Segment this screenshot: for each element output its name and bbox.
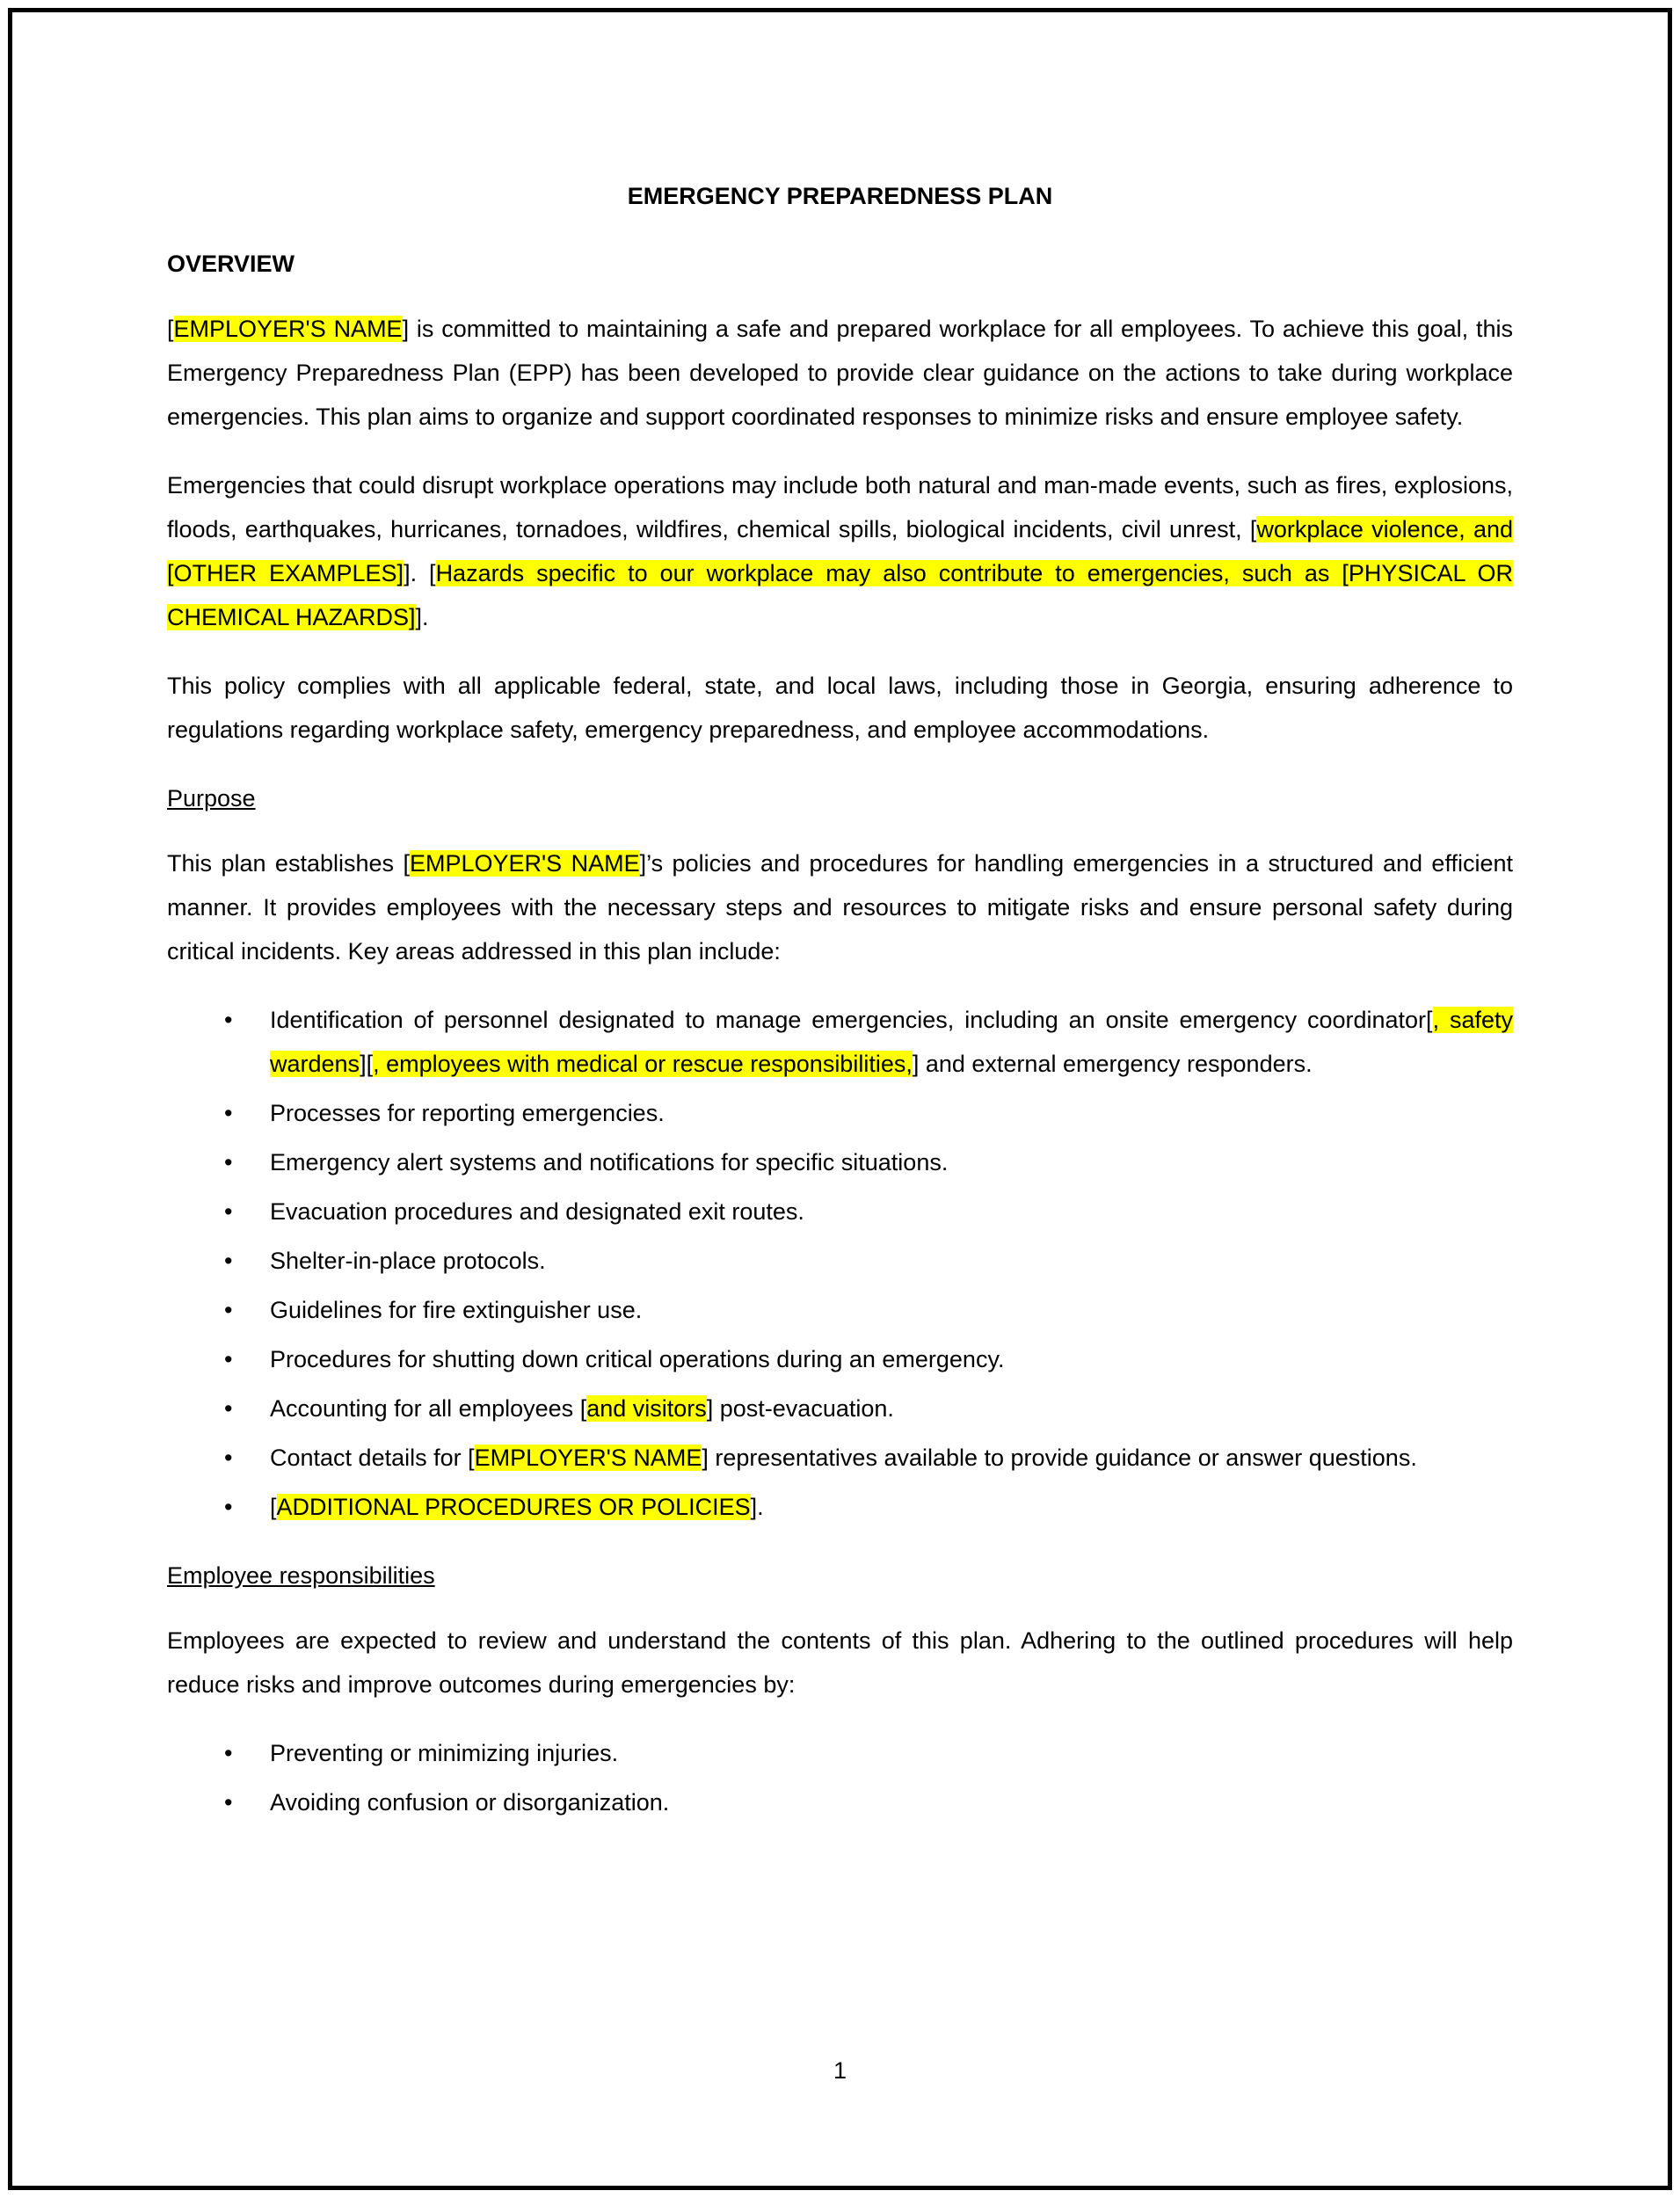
highlighted-placeholder: and visitors <box>586 1395 707 1422</box>
text-run: ]. [ <box>404 560 436 586</box>
list-item <box>270 1386 1513 1430</box>
list-item <box>270 1436 1513 1480</box>
paragraph <box>167 1619 1513 1707</box>
sub-heading <box>167 1554 1513 1598</box>
text-run: Guidelines for fire extinguisher use. <box>270 1297 643 1323</box>
text-run: Avoiding confusion or disorganization. <box>270 1789 670 1816</box>
text-run: Emergency alert systems and notifications for specific situations. <box>270 1149 949 1175</box>
paragraph <box>167 664 1513 752</box>
paragraph <box>167 463 1513 639</box>
text-run: This plan establishes [ <box>167 850 410 877</box>
highlighted-placeholder: workplace violence, and [OTHER EXAMPLES] <box>167 516 1513 586</box>
paragraph <box>167 841 1513 973</box>
document-title: EMERGENCY PREPAREDNESS PLAN <box>627 183 1053 209</box>
text-run: Procedures for shutting down critical operations during an emergency. <box>270 1346 1005 1372</box>
highlighted-placeholder: , safety wardens <box>270 1007 1513 1077</box>
text-run: [ <box>167 316 174 342</box>
list-item <box>270 1485 1513 1529</box>
section-heading <box>167 242 1513 286</box>
highlighted-placeholder: EMPLOYER'S NAME <box>409 850 640 877</box>
document-content <box>167 174 1513 1849</box>
text-run: [ <box>270 1494 277 1520</box>
text-run: Shelter-in-place protocols. <box>270 1248 546 1274</box>
sub-heading <box>167 776 1513 820</box>
paragraph <box>167 307 1513 439</box>
list-item <box>270 1190 1513 1234</box>
text-run: ] is committed to maintaining a safe and prepared workplace for all employees. To achieve this goal, this Emergency Preparedness Plan (EPP) has been developed to provide clear guidance on the actions to take during workplace emergencies. This plan aims to organize and support coordinated responses to minimize risks and ensure employee safety. <box>167 316 1514 430</box>
text-run: Purpose <box>167 785 256 812</box>
highlighted-placeholder: EMPLOYER'S NAME <box>173 316 403 342</box>
text-run: ] and external emergency responders. <box>912 1051 1313 1077</box>
text-run: ]. <box>750 1494 764 1520</box>
highlighted-placeholder: Hazards specific to our workplace may also contribute to emergencies, such as [PHYSICAL OR CHEMICAL HAZARDS] <box>167 560 1513 630</box>
text-run: Processes for reporting emergencies. <box>270 1100 665 1126</box>
highlighted-placeholder: EMPLOYER'S NAME <box>474 1445 702 1471</box>
text-run: Accounting for all employees [ <box>270 1395 587 1422</box>
text-run: ] post-evacuation. <box>706 1395 894 1422</box>
list-item <box>270 1337 1513 1381</box>
text-run: Employees are expected to review and understand the contents of this plan. Adhering to the outlined procedures will help reduce risks and improve outcomes during emergencies by: <box>167 1627 1513 1698</box>
document-blocks <box>167 242 1513 1824</box>
highlighted-placeholder: ADDITIONAL PROCEDURES OR POLICIES <box>276 1494 751 1520</box>
list-item <box>270 1091 1513 1135</box>
list-item <box>270 998 1513 1086</box>
bullet-list <box>270 998 1513 1529</box>
text-run: Preventing or minimizing injuries. <box>270 1740 619 1766</box>
text-run: Emergencies that could disrupt workplace operations may include both natural and man-made events, such as fires, explosions, floods, earthquakes, hurricanes, tornadoes, wildfires, chemical spills, biological incidents, civil unrest, [ <box>167 472 1513 542</box>
text-run: ][ <box>360 1051 374 1077</box>
highlighted-placeholder: , employees with medical or rescue responsibilities, <box>373 1051 913 1077</box>
text-run: Contact details for [ <box>270 1445 475 1471</box>
list-item <box>270 1780 1513 1824</box>
page-number: 1 <box>833 2057 847 2084</box>
text-run: ]’s policies and procedures for handling emergencies in a structured and efficient manner. It provides employees with the necessary steps and resources to mitigate risks and ensure personal safety during critical incidents. Key areas addressed in this plan include: <box>167 850 1513 964</box>
list-item <box>270 1731 1513 1775</box>
text-run: Identification of personnel designated to manage emergencies, including an onsite emergency coordinator[ <box>270 1007 1433 1033</box>
text-run: Employee responsibilities <box>167 1562 435 1589</box>
list-item <box>270 1288 1513 1332</box>
text-run: OVERVIEW <box>167 251 295 277</box>
bullet-list <box>270 1731 1513 1824</box>
list-item <box>270 1239 1513 1283</box>
text-run: ]. <box>415 604 429 630</box>
text-run: This policy complies with all applicable federal, state, and local laws, including those in Georgia, ensuring adherence to regulations regarding workplace safety, emergency preparedness, and employee accommodations. <box>167 673 1513 743</box>
list-item <box>270 1140 1513 1184</box>
text-run: Evacuation procedures and designated exit routes. <box>270 1198 804 1225</box>
text-run: ] representatives available to provide guidance or answer questions. <box>702 1445 1417 1471</box>
